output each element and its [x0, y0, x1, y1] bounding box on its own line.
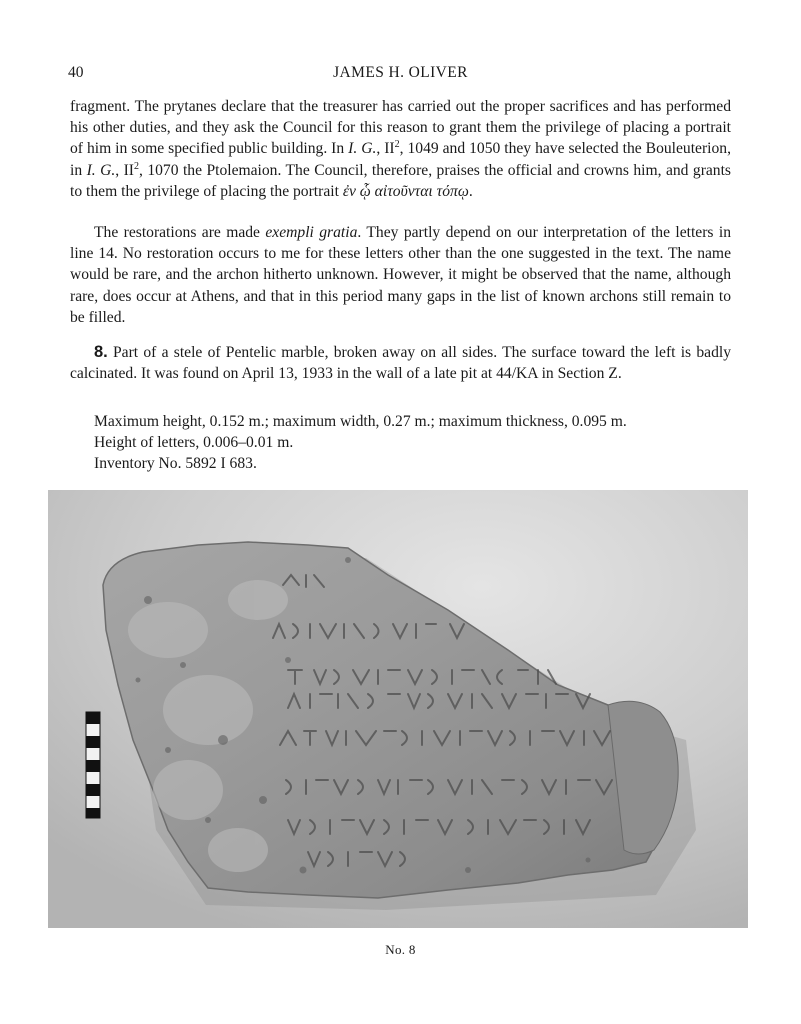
page-number: 40: [68, 64, 84, 81]
greek-phrase: ἐν ᾧ αἰτοῦνται τόπῳ: [342, 182, 469, 200]
latin-phrase: exempli gratia: [265, 224, 358, 241]
entry-8-description: [70, 342, 731, 384]
figure-caption: No. 8: [385, 942, 416, 957]
text-span: . They partly depend on our interpretation of the letters in line 14. No restoration occurs to me for these letters other than the one suggested in the text. The name would be rare, and the archon hitherto unknown. However, it might be observed that the name, although rare, does occur at Athens, and that in this period many gaps in the list of known archons still remain to be filled.: [70, 224, 732, 326]
entry-number: 8.: [94, 343, 108, 361]
inventory-line: Inventory No. 5892 I 683.: [94, 455, 257, 473]
paragraph-commentary: [70, 96, 731, 202]
ig-reference: I. G.: [348, 140, 377, 158]
text-span: fragment. The prytanes declare that the treasurer has carried out the proper sacrifices and has performed his other duties, and they ask the Council for this reason to grant them the privilege of placing a portrait of him in some specified public building. In: [70, 98, 731, 158]
inscription-photo: [48, 490, 748, 928]
superscript: 2: [394, 139, 400, 151]
running-head: JAMES H. OLIVER: [333, 64, 468, 81]
entry-text: Part of a stele of Pentelic marble, broken away on all sides. The surface toward the left is badly calcinated. It was found on April 13, 1933 in the wall of a late pit at 44/KA in Section Z.: [70, 344, 731, 383]
text-span: , 1049 and 1050 they have selected the Bouleuterion, in: [70, 140, 731, 179]
text-span: The restorations are made: [94, 224, 266, 241]
ig-reference: I. G.: [86, 161, 116, 179]
scale-bar: [86, 712, 100, 818]
text-span: , 1070 the Ptolemaion. The Council, therefore, praises the official and crowns him, and grants to them the privilege of placing the portrait: [70, 161, 732, 200]
dimensions-line: Maximum height, 0.152 m.; maximum width, 0.27 m.; maximum thickness, 0.095 m.: [94, 413, 627, 430]
paragraph-restorations: [70, 222, 731, 328]
superscript: 2: [134, 160, 139, 172]
text-span: , II: [376, 140, 395, 158]
text-span: .: [468, 182, 473, 200]
entry-8-measurements: [94, 411, 731, 475]
text-span: , II: [115, 161, 134, 179]
letter-height-line: Height of letters, 0.006–0.01 m.: [94, 434, 294, 452]
